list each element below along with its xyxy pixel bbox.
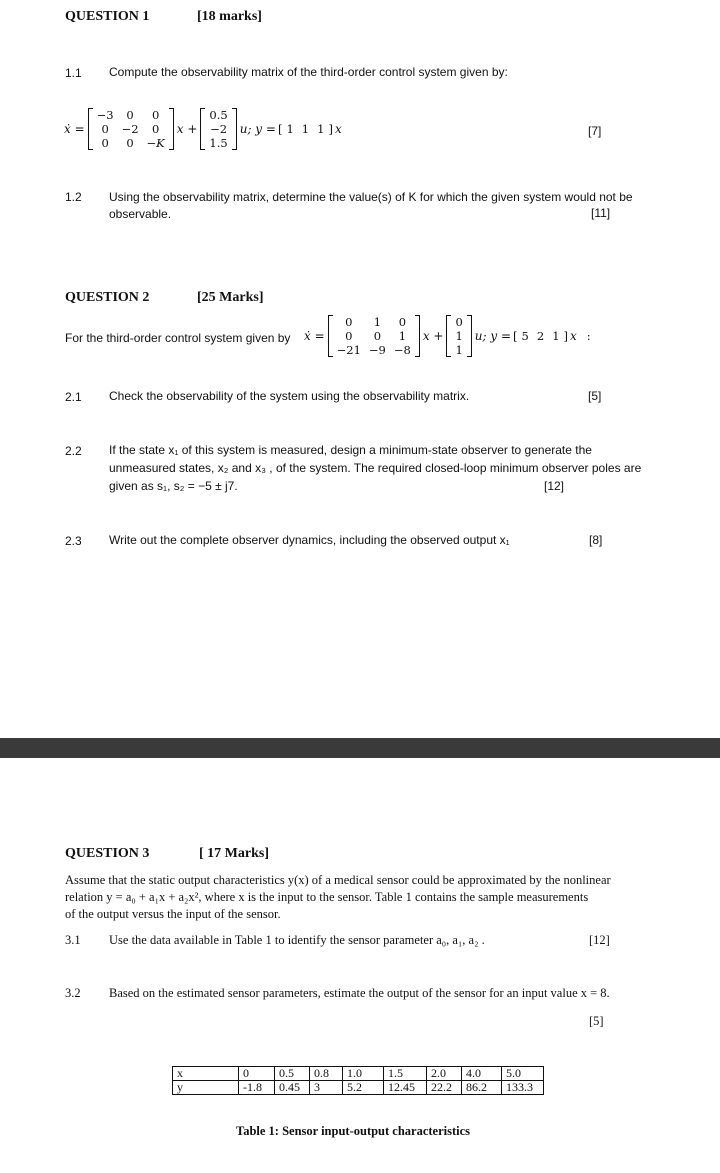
item-2-2-number: 2.2 <box>65 444 82 458</box>
item-3-2-text: Based on the estimated sensor parameters, estimate the output of the sensor for an input value x = 8. <box>109 986 610 1000</box>
matrix-b-1: 0.5 −2 1.5 <box>200 108 236 150</box>
x-plus-2: x + <box>422 329 444 343</box>
page-separator <box>0 738 720 758</box>
question-2-marks: [25 Marks] <box>197 290 264 305</box>
item-2-1-text: Check the observability of the system using the observability matrix. <box>109 389 470 403</box>
item-2-2-line2: unmeasured states, x₂ and x₃ , of the system. The required closed-loop minimum observer poles are <box>109 461 642 475</box>
item-1-2-line2: observable. <box>109 207 172 221</box>
matrix-b-2: 0 1 1 <box>446 315 471 357</box>
item-2-3-number: 2.3 <box>65 534 82 548</box>
item-3-1-number: 3.1 <box>65 933 81 947</box>
item-3-2-mark: [5] <box>589 1014 604 1028</box>
item-3-1-text: Use the data available in Table 1 to identify the sensor parameter a₀, a₁, a₂ . <box>109 933 485 947</box>
question-2-intro: For the third-order control system given by <box>65 331 291 345</box>
table-row: y -1.8 0.45 3 5.2 12.45 22.2 86.2 133.3 <box>173 1081 544 1095</box>
equation-1-1 <box>64 108 342 150</box>
item-2-2-line3: given as s₁, s₂ = −5 ± j7. <box>109 479 238 493</box>
question-3-intro-line1: Assume that the static output characteristics y(x) of a medical sensor could be approximated by the nonlinear <box>65 873 611 887</box>
x-end-2: x <box>570 329 577 343</box>
item-1-2-line1: Using the observability matrix, determine the value(s) of K for which the given system would not be <box>109 190 633 204</box>
u-y-eq: u; y = <box>239 122 276 136</box>
x-plus: x + <box>176 122 198 136</box>
xdot-lhs: ẋ = <box>64 122 85 136</box>
table-caption: Table 1: Sensor input-output characteristics <box>236 1124 471 1138</box>
item-2-3-mark: [8] <box>589 533 603 547</box>
table-row: x 0 0.5 0.8 1.0 1.5 2.0 4.0 5.0 <box>173 1067 544 1081</box>
item-1-2-number: 1.2 <box>65 190 82 204</box>
colon: : <box>586 329 591 343</box>
matrix-c-2: [ 5 2 1 ] <box>513 329 569 343</box>
question-2-title: QUESTION 2 <box>65 290 150 305</box>
item-1-2-mark: [11] <box>591 206 611 220</box>
question-3-marks: [ 17 Marks] <box>199 846 269 861</box>
u-y-eq-2: u; y = <box>474 329 512 343</box>
item-2-2-mark: [12] <box>544 479 565 493</box>
question-1-marks: [18 marks] <box>197 9 262 24</box>
item-1-1-mark: [7] <box>588 124 602 138</box>
x-end: x <box>334 122 342 136</box>
item-2-1-number: 2.1 <box>65 390 82 404</box>
matrix-a-1: −3 0 0 0 −2 0 0 0 −K <box>88 108 174 150</box>
sensor-data-table <box>172 1066 544 1095</box>
item-2-1-mark: [5] <box>588 389 602 403</box>
item-3-2-number: 3.2 <box>65 986 81 1000</box>
item-2-3-text: Write out the complete observer dynamics, including the observed output x₁ <box>109 533 510 547</box>
item-2-2-line1: If the state x₁ of this system is measured, design a minimum-state observer to generate the <box>109 443 592 457</box>
question-3-intro-line3: of the output versus the input of the sensor. <box>65 907 281 921</box>
question-1-title: QUESTION 1 <box>65 9 150 24</box>
equation-2 <box>304 315 591 357</box>
matrix-c-1: [ 1 1 1 ] <box>277 122 333 136</box>
item-3-1-mark: [12] <box>589 933 610 947</box>
item-1-1-number: 1.1 <box>65 66 82 80</box>
xdot-lhs-2: ẋ = <box>304 329 325 343</box>
item-1-1-text: Compute the observability matrix of the third-order control system given by: <box>109 65 508 79</box>
question-3-intro-line2: relation y = a₀ + a₁x + a₂x², where x is the input to the sensor. Table 1 contains the sample measurements <box>65 890 589 904</box>
matrix-a-2: 0 1 0 0 0 1 −21 −9 −8 <box>328 315 420 357</box>
question-3-title: QUESTION 3 <box>65 846 150 861</box>
